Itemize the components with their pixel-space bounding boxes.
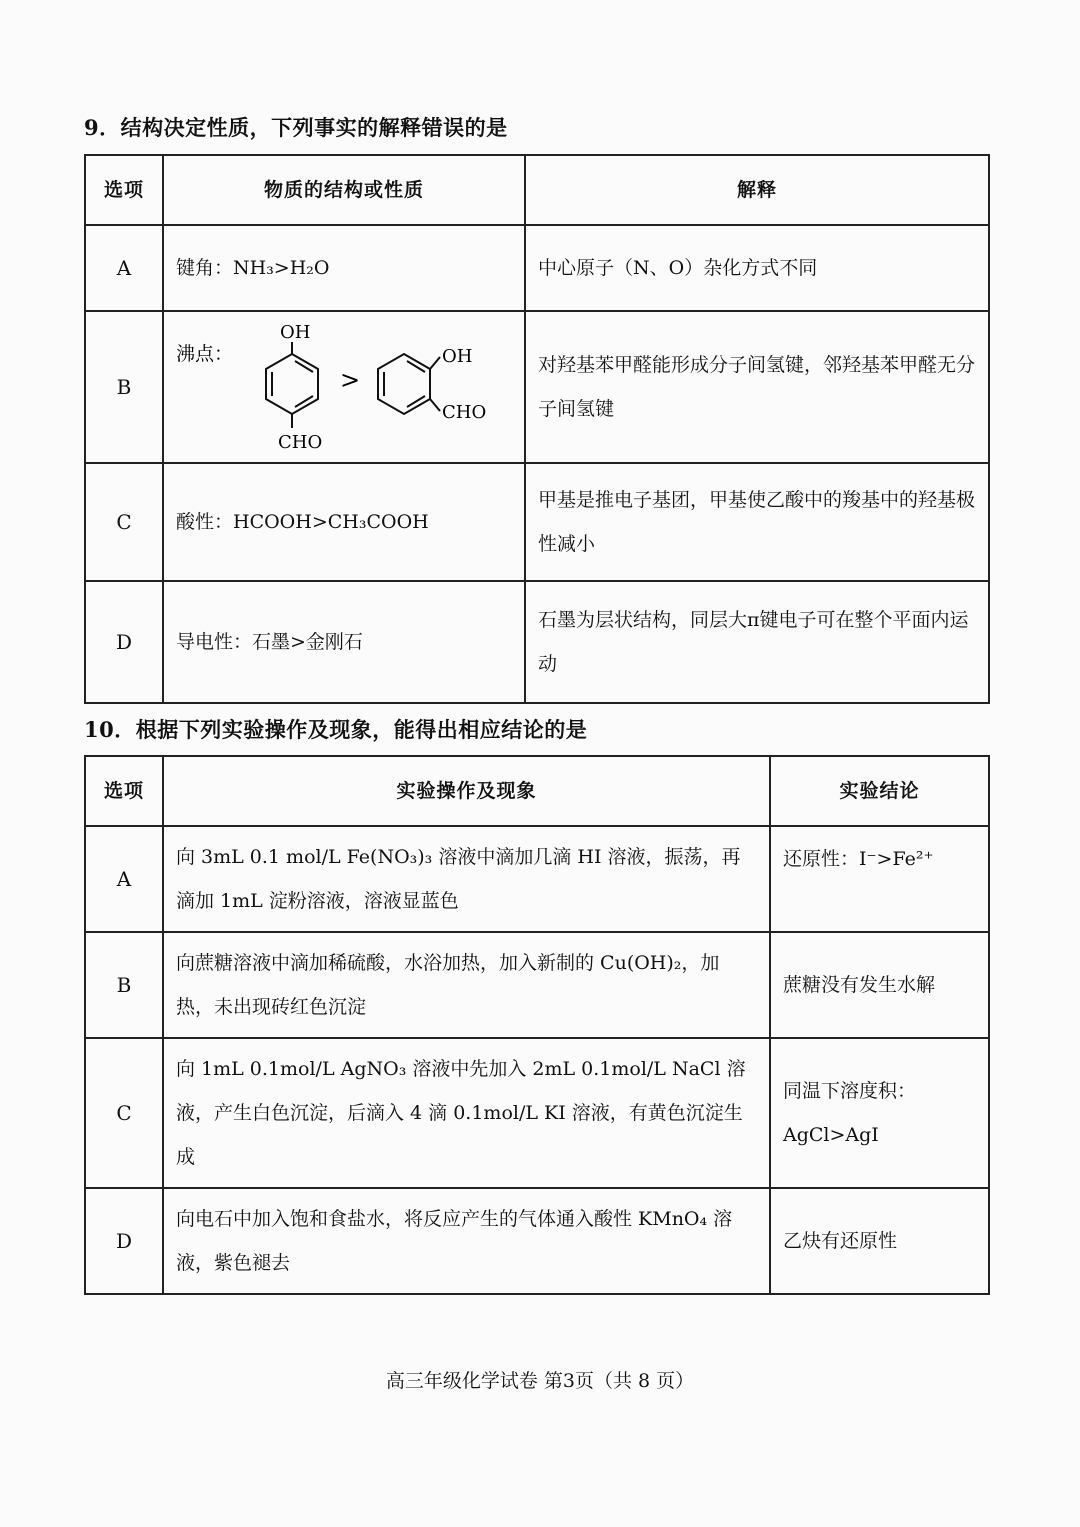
boiling-point-label: 沸点：: [176, 343, 234, 365]
conclusion-cell: 同温下溶度积：AgCl>AgI: [770, 1038, 989, 1188]
page-footer: 高三年级化学试卷 第3页（共 8 页）: [385, 1370, 695, 1392]
header-option: 选项: [85, 155, 163, 225]
option-label: D: [85, 1188, 163, 1294]
question-10-table: [84, 755, 990, 1295]
operation-cell: 向 1mL 0.1mol/L AgNO₃ 溶液中先加入 2mL 0.1mol/L NaCl 溶液，产生白色沉淀，后滴入 4 滴 0.1mol/L KI 溶液，有黄色沉淀生成: [163, 1038, 770, 1188]
header-conclusion: 实验结论: [770, 756, 989, 826]
table-row: [85, 932, 989, 1038]
explanation-cell: 甲基是推电子基团，甲基使乙酸中的羧基中的羟基极性减小: [525, 463, 989, 581]
operation-cell: 向蔗糖溶液中滴加稀硫酸，水浴加热，加入新制的 Cu(OH)₂，加热，未出现砖红色沉淀: [163, 932, 770, 1038]
header-property: 物质的结构或性质: [163, 155, 525, 225]
question-9-table: [84, 154, 990, 704]
table-row: [85, 1038, 989, 1188]
table-row: [85, 826, 989, 932]
option-label: B: [85, 311, 163, 463]
conclusion-cell: 还原性：I⁻>Fe²⁺: [770, 826, 989, 932]
table-row: [85, 463, 989, 581]
question-9-title: 9．结构决定性质，下列事实的解释错误的是: [84, 115, 508, 140]
question-10-title: 10．根据下列实验操作及现象，能得出相应结论的是: [84, 717, 588, 742]
explanation-cell: 对羟基苯甲醛能形成分子间氢键，邻羟基苯甲醛无分子间氢键: [525, 311, 989, 463]
table-header-row: [85, 155, 989, 225]
option-label: C: [85, 463, 163, 581]
ortho-aldehyde-label: CHO: [442, 402, 487, 423]
property-cell-structures: [163, 311, 525, 463]
header-option: 选项: [85, 756, 163, 826]
table-row: [85, 581, 989, 703]
header-explanation: 解释: [525, 155, 989, 225]
option-label: D: [85, 581, 163, 703]
greater-than-sign: >: [340, 366, 361, 394]
option-label: A: [85, 225, 163, 311]
table-row: [85, 1188, 989, 1294]
hydroxybenzaldehyde-structures: [164, 312, 522, 462]
explanation-cell: 石墨为层状结构，同层大π键电子可在整个平面内运动: [525, 581, 989, 703]
ortho-hydroxyl-label: OH: [442, 346, 473, 367]
option-label: A: [85, 826, 163, 932]
table-row: [85, 225, 989, 311]
table-row: [85, 311, 989, 463]
operation-cell: 向电石中加入饱和食盐水，将反应产生的气体通入酸性 KMnO₄ 溶液，紫色褪去: [163, 1188, 770, 1294]
hydroxyl-group-label: OH: [280, 322, 311, 343]
table-header-row: [85, 756, 989, 826]
property-cell: 导电性：石墨>金刚石: [163, 581, 525, 703]
property-cell: 键角：NH₃>H₂O: [163, 225, 525, 311]
conclusion-cell: 乙炔有还原性: [770, 1188, 989, 1294]
operation-cell: 向 3mL 0.1 mol/L Fe(NO₃)₃ 溶液中滴加几滴 HI 溶液，振荡，再滴加 1mL 淀粉溶液，溶液显蓝色: [163, 826, 770, 932]
ortho-hydroxybenzaldehyde-structure: [378, 354, 440, 414]
explanation-cell: 中心原子（N、O）杂化方式不同: [525, 225, 989, 311]
option-label: B: [85, 932, 163, 1038]
property-cell: 酸性：HCOOH>CH₃COOH: [163, 463, 525, 581]
option-label: C: [85, 1038, 163, 1188]
header-operation: 实验操作及现象: [163, 756, 770, 826]
aldehyde-group-label: CHO: [278, 432, 323, 453]
para-hydroxybenzaldehyde-structure: [266, 342, 318, 428]
conclusion-cell: 蔗糖没有发生水解: [770, 932, 989, 1038]
